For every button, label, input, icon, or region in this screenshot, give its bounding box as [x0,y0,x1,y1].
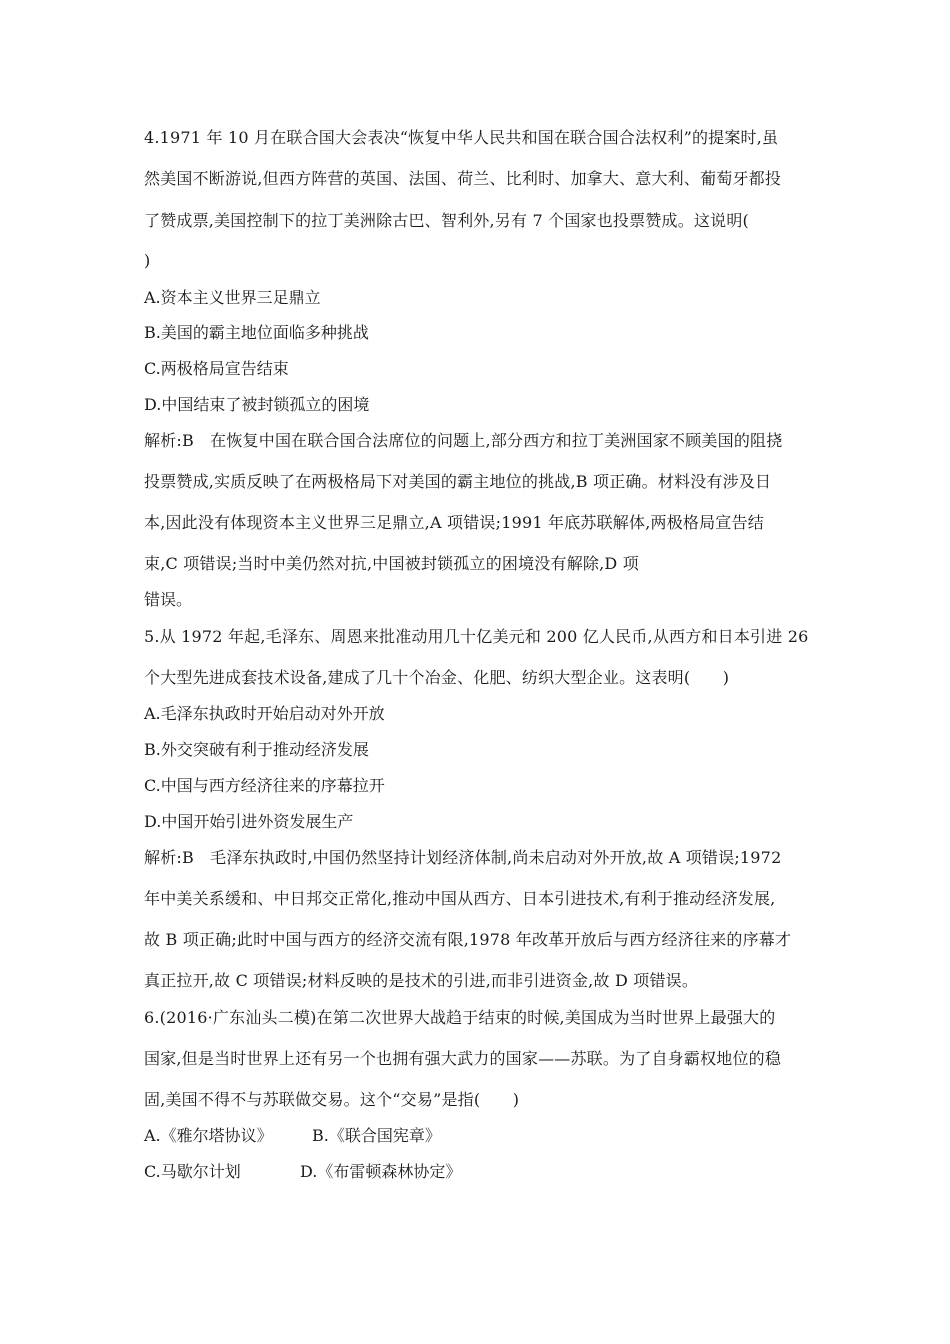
q6-option-a: A.《雅尔塔协议》 [144,1126,273,1145]
q5-analysis-line: 解析:B 毛泽东执政时,中国仍然坚持计划经济体制,尚未启动对外开放,故 A 项错误;1972 [144,848,782,867]
q4-stem-line: ) [144,251,151,270]
q6-option-d: D.《布雷顿森林协定》 [300,1162,462,1181]
q5-option-a: A.毛泽东执政时开始启动对外开放 [144,704,385,723]
q6-option-b: B.《联合国宪章》 [312,1126,441,1145]
q5-stem-line: 5.从 1972 年起,毛泽东、周恩来批准动用几十亿美元和 200 亿人民币,从西方和日本引进 26 [144,627,809,646]
q5-analysis-line: 真正拉开,故 C 项错误;材料反映的是技术的引进,而非引进资金,故 D 项错误。 [144,971,699,990]
q5-option-b: B.外交突破有利于推动经济发展 [144,740,369,759]
q4-analysis-line: 投票赞成,实质反映了在两极格局下对美国的霸主地位的挑战,B 项正确。材料没有涉及日 [144,472,772,491]
q4-stem-line: 然美国不断游说,但西方阵营的英国、法国、荷兰、比利时、加拿大、意大利、葡萄牙都投 [144,169,782,188]
q4-analysis-line: 解析:B 在恢复中国在联合国合法席位的问题上,部分西方和拉丁美洲国家不顾美国的阻挠 [144,431,783,450]
q6-stem-line: 固,美国不得不与苏联做交易。这个“交易”是指( ) [144,1090,520,1109]
q4-analysis-line: 本,因此没有体现资本主义世界三足鼎立,A 项错误;1991 年底苏联解体,两极格局宣告结 [144,513,764,532]
q6-stem-line: 6.(2016·广东汕头二模)在第二次世界大战趋于结束的时候,美国成为当时世界上最强大的 [144,1008,776,1027]
q4-analysis-line: 错误。 [144,590,193,609]
q6-option-c: C.马歇尔计划 [144,1162,241,1181]
q4-stem-line: 了赞成票,美国控制下的拉丁美洲除古巴、智利外,另有 7 个国家也投票赞成。这说明( [144,211,749,230]
q4-option-b: B.美国的霸主地位面临多种挑战 [144,323,369,342]
q5-analysis-line: 故 B 项正确;此时中国与西方的经济交流有限,1978 年改革开放后与西方经济往来的序幕才 [144,930,792,949]
q5-option-c: C.中国与西方经济往来的序幕拉开 [144,776,385,795]
q4-stem-line: 4.1971 年 10 月在联合国大会表决“恢复中华人民共和国在联合国合法权利”的提案时,虽 [144,128,779,147]
q4-option-a: A.资本主义世界三足鼎立 [144,288,321,307]
q4-option-d: D.中国结束了被封锁孤立的困境 [144,395,370,414]
q4-option-c: C.两极格局宣告结束 [144,359,289,378]
q4-analysis-line: 束,C 项错误;当时中美仍然对抗,中国被封锁孤立的困境没有解除,D 项 [144,554,639,573]
q6-stem-line: 国家,但是当时世界上还有另一个也拥有强大武力的国家——苏联。为了自身霸权地位的稳 [144,1049,782,1068]
q5-analysis-line: 年中美关系缓和、中日邦交正常化,推动中国从西方、日本引进技术,有利于推动经济发展, [144,889,776,908]
q5-stem-line: 个大型先进成套技术设备,建成了几十个冶金、化肥、纺织大型企业。这表明( ) [144,668,730,687]
q5-option-d: D.中国开始引进外资发展生产 [144,812,354,831]
